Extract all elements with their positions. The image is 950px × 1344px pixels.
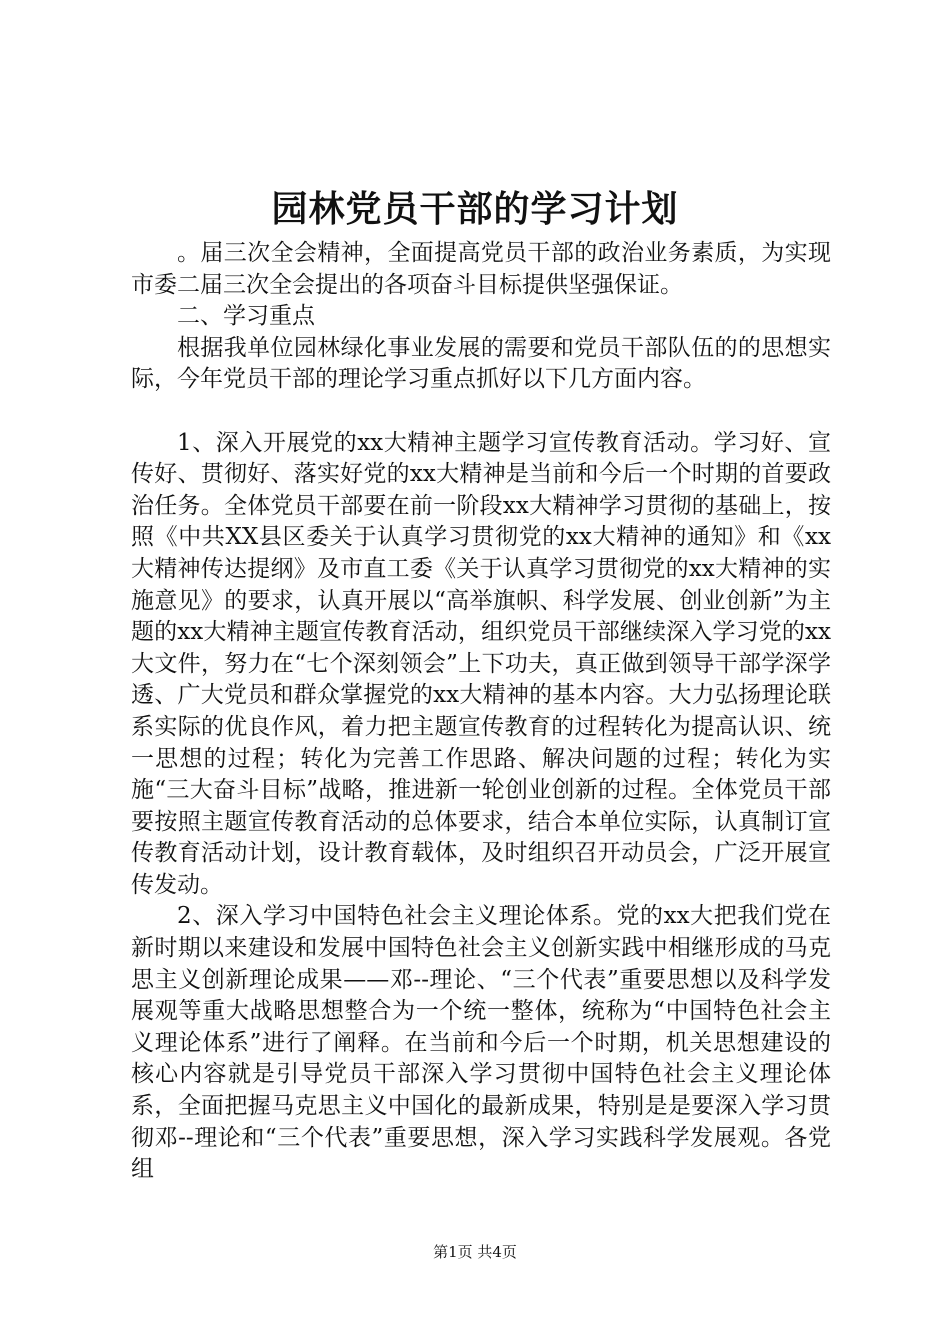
paragraph-intro: 。届三次全会精神，全面提高党员干部的政治业务素质，为实现市委二届三次全会提出的各项奋斗目标提供坚强保证。: [131, 240, 831, 298]
document-body: [131, 238, 831, 1186]
paragraph-item-2: 2、深入学习中国特色社会主义理论体系。党的xx大把我们党在新时期以来建设和发展中国特色社会主义创新实践中相继形成的马克思主义创新理论成果——邓--理论、“三个代表”重要思想以及科学发展观等重大战略思想整合为一个统一整体，统称为“中国特色社会主义理论体系”进行了阐释。在当前和今后一个时期，机关思想建设的核心内容就是引导党员干部深入学习贯彻中国特色社会主义理论体系，全面把握马克思主义中国化的最新成果，特别是是要深入学习贯彻邓--理论和“三个代表”重要思想，深入学习实践科学发展观。各党组: [131, 903, 831, 1183]
document-title: 园林党员干部的学习计划: [271, 188, 679, 230]
page-footer: 第1页 共4页: [433, 1243, 517, 1261]
section-heading-study-focus: 二、学习重点: [177, 303, 315, 330]
paragraph-study-focus: 根据我单位园林绿化事业发展的需要和党员干部队伍的的思想实际，今年党员干部的理论学习重点抓好以下几方面内容。: [131, 334, 831, 393]
paragraph-item-1: 1、深入开展党的xx大精神主题学习宣传教育活动。学习好、宣传好、贯彻好、落实好党的xx大精神是当前和今后一个时期的首要政治任务。全体党员干部要在前一阶段xx大精神学习贯彻的基础上，按照《中共XX县区委关于认真学习贯彻党的xx大精神的通知》和《xx大精神传达提纲》及市直工委《关于认真学习贯彻党的xx大精神的实施意见》的要求，认真开展以“高举旗帜、科学发展、创业创新”为主题的xx大精神主题宣传教育活动，组织党员干部继续深入学习党的xx大文件，努力在“七个深刻领会”上下功夫，真正做到领导干部学深学透、广大党员和群众掌握党的xx大精神的基本内容。大力弘扬理论联系实际的优良作风，着力把主题宣传教育的过程转化为提高认识、统一思想的过程；转化为完善工作思路、解决问题的过程；转化为实施“三大奋斗目标”战略，推进新一轮创业创新的过程。全体党员干部要按照主题宣传教育活动的总体要求，结合本单位实际，认真制订宣传教育活动计划，设计教育载体，及时组织召开动员会，广泛开展宣传发动。: [131, 429, 831, 898]
